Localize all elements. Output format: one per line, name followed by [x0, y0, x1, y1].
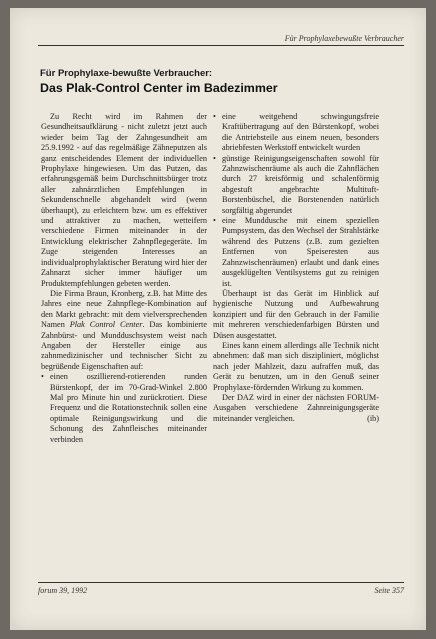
paragraph-intro: Zu Recht wird im Rahmen der Gesundheitsaufklärung - nicht zuletzt jetzt auch wieder beim Tag der Zahngesundheit am 25.9.1992 - auf das regelmäßige Zähneputzen als ganz entscheidendes Element der individuellen Prophylaxe hingewiesen. Um das Putzen, das erfahrungsgemäß beim Durchschnittsbürger trotz aller zahnärztlichen Empfehlungen in Sekundenschnelle abgehandelt wird (wenn überhaupt), zu erleichtern bzw. um es effektiver und attraktiver zu machen, wetteifern verschiedene Firmen miteinander in der Entwicklung elektrischer Zahnpflegegeräte. Im Zuge steigenden Interesses an individualprophylaktischer Beratung wird hier der Zahnarzt sicher immer häufiger um Produktempfehlungen gebeten werden. [41, 112, 207, 288]
paragraph-braun [41, 289, 207, 372]
left-column [41, 112, 207, 445]
running-header: Für Prophylaxebewußte Verbraucher [38, 34, 404, 46]
braun-text-after: . Das kombinierte Zahnbürst- und Mundduschsystem weist nach Angaben der Hersteller einige aus zahnmedizinischer und technischer Sicht zu begrüßende Eigenschaften auf: [41, 320, 207, 371]
footer-issue: forum 39, 1992 [38, 586, 88, 595]
feature-list-right [213, 112, 379, 289]
paragraph-discipline: Eines kann einem allerdings alle Technik nicht abnehmen: daß man sich diszipliniert, möglichst nach jeder Mahlzeit, dazu aufraffen muß, das Gerät zu benutzen, um in den Genuß seiner Prophylaxe-fördernden Wirkung zu kommen. [213, 340, 379, 392]
braun-text-before: Die Firma Braun, Kronberg, z.B. hat Mitte des Jahres eine neue Zahnpflege-Kombination auf den Markt gebracht: mit dem vielversprechenden Namen [41, 288, 207, 330]
author-signature: (ib) [367, 413, 379, 423]
article-title: Das Plak-Control Center im Badezimmer [40, 81, 278, 95]
footer-page-number: Seite 357 [374, 586, 404, 595]
page-footer [38, 582, 404, 595]
paragraph-outlook: Der DAZ wird in einer der nächsten FORUM-Ausgaben verschiedene Zahnreinigungsgeräte miteinander vergleichen. [213, 392, 379, 423]
article-page [10, 8, 426, 630]
product-name: Plak Control Center [69, 320, 143, 330]
paragraph-hygiene: Überhaupt ist das Gerät im Hinblick auf hygienische Nutzung und Aufbewahrung konzipiert und für den Gebrauch in der Familie mit mehreren verschiedenfarbigen Bürsten und Düsen ausgestattet. [213, 288, 379, 340]
article-kicker: Für Prophylaxe-bewußte Verbraucher: [40, 68, 213, 79]
list-item: • eine Munddusche mit einem speziellen Pumpsystem, das den Wechsel der Strahlstärke während des Putzens (z.B. zum gezielten Entfernen von Speiseresten aus Zahnzwischenräumen) erlaubt und dank eines ausgeklügelten Ventilsystems gut zu reinigen ist. [213, 216, 379, 289]
list-item: • günstige Reinigungseigenschaften sowohl für Zahnzwischenräume als auch die Zahnflächen durch 27 kreisförmig und schalenförmig abgestuft angebrachte Multituft-Borstenbüschel, die Borstenenden natürlich sorgfältig abgerundet [213, 154, 379, 216]
list-item: • einen oszillierend-rotierenden runden Bürstenkopf, der im 70-Grad-Winkel 2.800 Mal pro Minute hin und zurückrotiert. Diese Frequenz und die Rotationstechnik sollen eine optimale Reinigungswirkung und die Schonung des Zahnfleisches miteinander verbinden [41, 372, 207, 445]
right-column [213, 112, 379, 424]
feature-list-left [41, 372, 207, 445]
list-item: • eine weitgehend schwingungsfreie Kraftübertragung auf den Bürstenkopf, wobei die Antriebsteile aus einem neuen, besonders abriebfesten Werkstoff entwickelt wurden [213, 112, 379, 154]
